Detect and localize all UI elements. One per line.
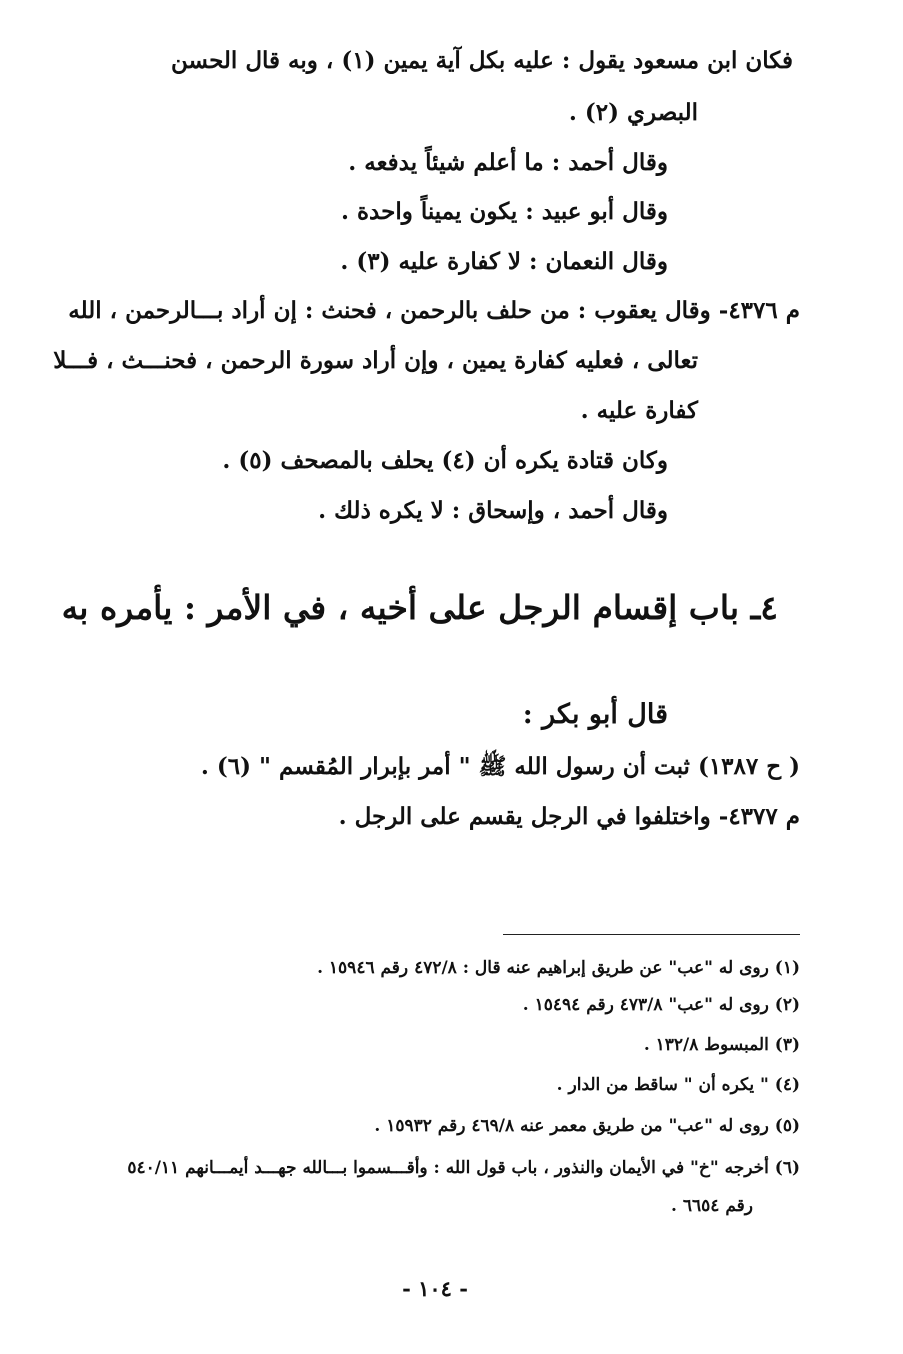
issue-line: م ٤٣٧٧- واختلفوا في الرجل يقسم على الرجل .	[338, 803, 800, 830]
body-line-9: وكان قتادة يكره أن (٤) يحلف بالمصحف (٥) .	[222, 447, 668, 474]
body-line-8: كفارة عليه .	[580, 397, 698, 424]
body-line-2: البصري (٢) .	[568, 99, 698, 126]
body-line-7: تعالى ، فعليه كفارة يمين ، وإن أراد سورة الرحمن ، فحنـــث ، فـــلا	[53, 347, 698, 374]
footnote-5: (٥) روى له "عب" من طريق معمر عنه ٤٦٩/٨ رقم ١٥٩٣٢ .	[374, 1116, 800, 1136]
footnote-3: (٣) المبسوط ١٣٢/٨ .	[643, 1035, 800, 1055]
footnote-6: (٦) أخرجه "خ" في الأيمان والنذور ، باب قول الله : وأقـــسموا بـــالله جهـــد أيمـــانهم ٥٤٠/١١	[127, 1158, 800, 1178]
body-line-4: وقال أبو عبيد : يكون يميناً واحدة .	[340, 198, 668, 225]
footnote-4: (٤) " يكره أن " ساقط من الدار .	[556, 1075, 800, 1095]
chapter-heading: ٤ـ باب إقسام الرجل على أخيه ، في الأمر : يأمره به	[61, 588, 778, 627]
footnote-2: (٢) روى له "عب" ٤٧٣/٨ رقم ١٥٤٩٤ .	[522, 995, 800, 1015]
body-line-10: وقال أحمد ، وإسحاق : لا يكره ذلك .	[318, 497, 668, 524]
section-opener: قال أبو بكر :	[522, 699, 668, 730]
body-line-1: فكان ابن مسعود يقول : عليه بكل آية يمين (١) ، وبه قال الحسن	[171, 47, 793, 74]
footnote-6-continued: رقم ٦٦٥٤ .	[671, 1196, 753, 1216]
page-number: - ١٠٤ -	[402, 1276, 468, 1301]
body-line-5: وقال النعمان : لا كفارة عليه (٣) .	[340, 248, 668, 275]
footnote-1: (١) روى له "عب" عن طريق إبراهيم عنه قال : ٤٧٢/٨ رقم ١٥٩٤٦ .	[317, 958, 800, 978]
footnote-separator	[503, 934, 800, 935]
body-line-3: وقال أحمد : ما أعلم شيئاً يدفعه .	[348, 149, 668, 176]
hadith-line: ( ح ١٣٨٧) ثبت أن رسول الله ﷺ " أمر بإبرار المُقسم " (٦) .	[200, 753, 800, 780]
body-line-6: م ٤٣٧٦- وقال يعقوب : من حلف بالرحمن ، فحنث : إن أراد بـــالرحمن ، الله	[68, 297, 800, 324]
